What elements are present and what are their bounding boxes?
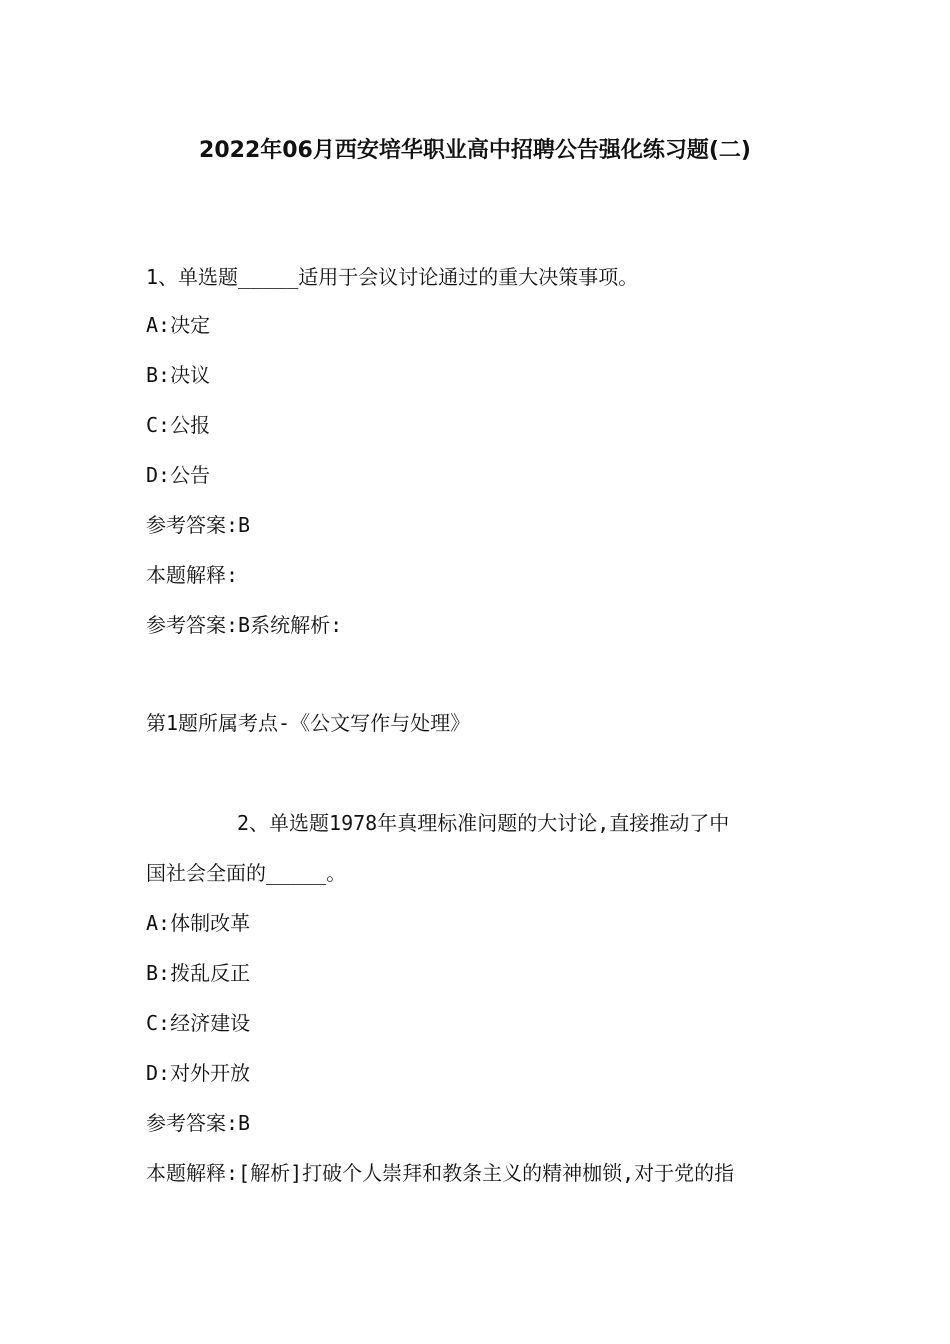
question-2-option-c: C:经济建设: [146, 1011, 251, 1035]
question-1-option-a: A:决定: [146, 313, 211, 337]
question-1-answer: 参考答案:B: [146, 513, 251, 537]
question-2-explanation: 本题解释:[解析]打破个人崇拜和教条主义的精神枷锁,对于党的指: [146, 1161, 735, 1185]
question-2-option-b: B:拨乱反正: [146, 961, 251, 985]
question-1-option-d: D:公告: [146, 463, 211, 487]
question-1-option-c: C:公报: [146, 413, 211, 437]
question-1-explanation-label: 本题解释:: [146, 563, 239, 587]
question-1-explanation: 参考答案:B系统解析:: [146, 613, 343, 637]
question-1-stem: 1、单选题_____适用于会议讨论通过的重大决策事项。: [146, 265, 639, 289]
document-title: 2022年06月西安培华职业高中招聘公告强化练习题(二): [199, 138, 751, 163]
question-2-stem-line-2: 国社会全面的_____。: [146, 861, 347, 885]
question-2-answer: 参考答案:B: [146, 1111, 251, 1135]
question-2-stem-line-1: 2、单选题1978年真理标准问题的大讨论,直接推动了中: [237, 811, 730, 835]
question-2-option-d: D:对外开放: [146, 1061, 251, 1085]
question-1-topic: 第1题所属考点-《公文写作与处理》: [146, 711, 471, 735]
question-2-option-a: A:体制改革: [146, 911, 251, 935]
question-1-option-b: B:决议: [146, 363, 211, 387]
